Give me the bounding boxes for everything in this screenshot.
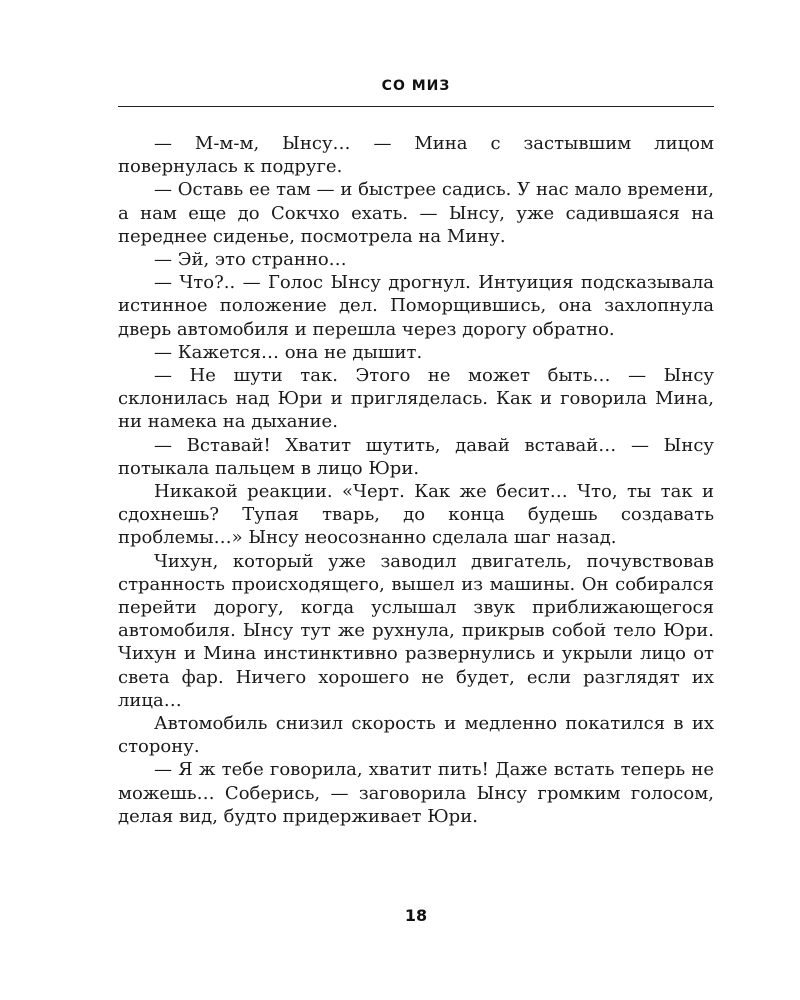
paragraph: — Эй, это странно… xyxy=(154,249,347,271)
paragraph: — Что?.. — Голос Ынсу дрогнул. Интуиция подсказывала истинное положение дел. Поморщившись, она захлопнула дверь автомобиля и перешла через дорогу обратно. xyxy=(118,272,714,340)
body-text xyxy=(118,132,714,828)
paragraph: Чихун, который уже заводил двигатель, почувствовав странность происходящего, вышел из машины. Он собирался перейти дорогу, когда услышал звук приближающегося автомобиля. Ынсу тут же рухнула, прикрыв собой тело Юри. Чихун и Мина инстинктивно развернулись и укрыли лицо от света фар. Ничего хорошего не будет, если разглядят их лица… xyxy=(118,550,714,711)
paragraph: — Я ж тебе говорила, хватит пить! Даже встать теперь не можешь… Соберись, — заговорила Ынсу громким голосом, делая вид, будто придерживает Юри. xyxy=(118,759,714,827)
paragraph: — М-м-м, Ынсу… — Мина с застывшим лицом повернулась к подруге. xyxy=(118,133,714,178)
paragraph: — Кажется… она не дышит. xyxy=(154,341,423,363)
paragraph: — Не шути так. Этого не может быть… — Ынсу склонилась над Юри и пригляделась. Как и говорила Мина, ни намека на дыхание. xyxy=(118,365,714,433)
running-title: СО МИЗ xyxy=(381,78,451,94)
paragraph: Никакой реакции. «Черт. Как же бесит… Что, ты так и сдохнешь? Тупая тварь, до конца будешь создавать проблемы…» Ынсу неосознанно сделала шаг назад. xyxy=(118,481,714,549)
header-rule xyxy=(118,106,714,107)
paragraph: — Оставь ее там — и быстрее садись. У нас мало времени, а нам еще до Сокчхо ехать. — Ынсу, уже садившаяся на переднее сиденье, посмотрела на Мину. xyxy=(118,179,714,247)
page-number: 18 xyxy=(404,906,428,925)
paragraph: — Вставай! Хватит шутить, давай вставай… — Ынсу потыкала пальцем в лицо Юри. xyxy=(118,434,714,479)
paragraph: Автомобиль снизил скорость и медленно покатился в их сторону. xyxy=(118,713,714,758)
